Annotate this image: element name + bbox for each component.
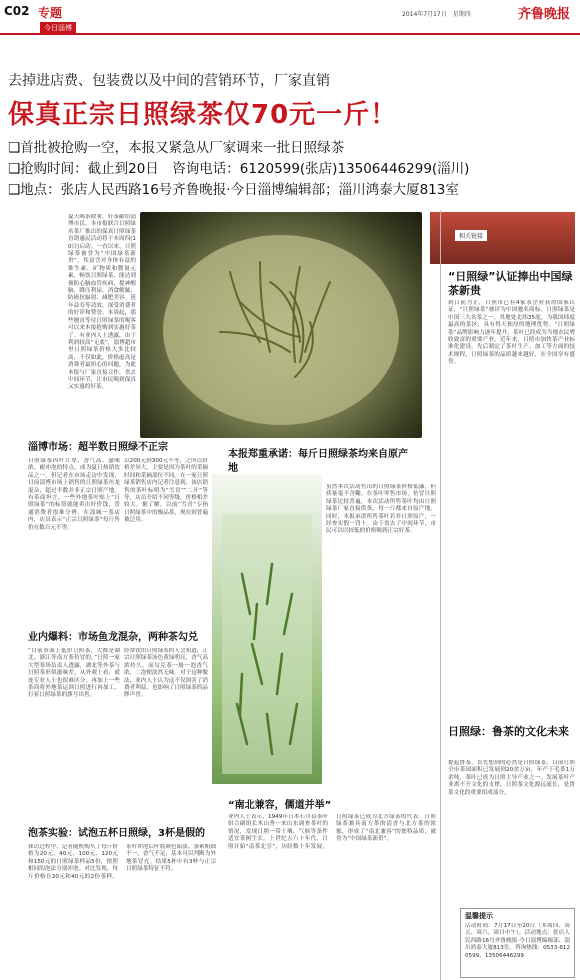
reminder-title: 温馨提示 [465, 912, 493, 920]
kicker: 去掉进店费、包装费以及中间的营销环节，厂家直销 [8, 73, 330, 89]
tea-glass-image [212, 474, 322, 784]
reminder-body: 活动时间：7月17日至20日（本周四、周五、周六、周日中午），活动地点：张店人民西路16号齐鲁晚报·今日淄博编辑部、淄川鸿泰大厦813室。咨询热线：0533-6120599、13506446299 [465, 923, 570, 959]
newspaper-logo: 齐鲁晚报 [518, 7, 571, 22]
section2-body-a: “目前市面上低价日照茶，大都是湖北、浙江等南方茶仿冒的。”日照一家大型茶场负责人透露，湖北等外茶与日照茶形似滋味差，从外观上看，就连专业人士也很难区分。再加上一些茶商将外地茶运到日照进行再加工，打着日照绿茶的旗号出售。 [28, 648, 120, 699]
info-line-3: ❑地点：张店人民西路16号齐鲁晚报·今日淄博编辑部；淄川鸿泰大厦813室 [8, 182, 459, 198]
date-line: 2014年7月17日 星期四 [402, 11, 471, 18]
section3-title: 泡茶实验：试泡五杯日照绿，3杯是假的 [28, 828, 205, 839]
intro-text: 夏天喝茶除暑，好茶献给淄博市民。本市报联合日照绿名茶厂推出的保真日照绿茶直销惠民活动将于本周四(10日)启动。一直以来，日照绿茶被誉为“中国绿茶新贵”，其富含对身体有益的维生素、矿物质和微量元素，畅饮日照绿茶，能达到预防心脑血管疾病，提神醒脑、降压利尿、消食解腻、防癌抗辐射、减肥美容、延年益寿等功效，深受消费者的好评和赞誉。本周起，那些翘首等待日照绿茶的喝客可以来本报抢购到实惠好茶了。有业内人士透露，由于利润较高“无底”，淄博超市里日照绿茶价格大多比较高，不仅如此，价格虚高是消费者最担心的问题，为此本报与厂家直接合作，省去中间环节，让市民喝到保真又实惠的好茶。 [68, 214, 136, 391]
headline: 保真正宗日照绿茶仅70元一斤！ [8, 100, 398, 130]
section1-body-b: 以200元到300元不等，之所以价格差异大，主要是因为茶叶的采摘时间和采摘部位不同。在一家日照绿茶销售店内记者注意到，该店销售的茶叶标明为“雪青”“二开”等等，店员介绍不同等级，价格相差较大。据了解，以前“雪青”专指日照绿茶中的极品茶，现在则普遍被泛用。 [124, 458, 208, 524]
section4-title: 本报郑重承诺：每斤日照绿茶均来自原产地 [228, 449, 408, 474]
section-title: 专题 [38, 6, 63, 20]
section3-body: 探访过程中，记者随机购买了每斤价格为20元、40元、100元、120元和150元的日照绿茶样品5份，按照相同的泡法分别冲泡。对比发现，每斤价格在20元和40元的2份茶样，茶叶冲泡后叶底颜色暗淡、条索粗细不一，香气不足，基本可以判断为外地茶冒充。结果5杯中有3杯与正宗日照绿茶特征不符。 [28, 844, 216, 880]
info-line-1: ❑首批被抢购一空，本报又紧急从厂家调来一批日照绿茶 [8, 140, 345, 156]
section4-body: 虽然本次活动售出的日照绿茶价格低廉，但质量毫不含糊。在茶叶零售市场，仿冒日照绿茶比较普遍，本次活动所售茶叶均由日照绿茶厂家直接供货，每一斤都来自原产地。同时，本报承诺所售茶叶若非日照原产，一经查实假一罚十。由于省去了中间环节，市民可以以较低的价格喝到正宗好茶。 [326, 484, 436, 535]
section5-body: 业内人士表示，1949年日本石川县茶叶组合副组长木山秀一来山东调查茶叶的情况，发现日照一带土壤、气候等条件适宜茶树生长。上世纪五六十年代，日照开始“南茶北引”，历经数十年发展，日照绿茶已成为北方绿茶的代表。日照绿茶兼具南方茶的清香与北方茶的浓郁，形成了“南北兼容”的独特品质，被誉为“中国绿茶新贵”。 [228, 814, 436, 850]
section2-title: 业内爆料：市场鱼龙混杂，两种茶勾兑 [28, 632, 198, 643]
section5-title: “南北兼容，儒道并举” [228, 800, 332, 811]
page-number: C02 [4, 4, 30, 18]
column-divider [440, 210, 441, 980]
page-header [0, 0, 580, 36]
section1-body-a: 日照绿茶因叶片厚、香气高、滋味浓、耐冲泡的特点，成为夏日热销饮品之一。但记者在市场走访中发现，目前淄博市场上销售的日照绿茶鱼龙混杂，超过半数并非正宗日照产地。有茶商坦言，一些外地茶叶贴上“日照绿茶”的标签就能卖出好价钱，普通消费者很难分辨。在淄城一茶店内，店员表示“正宗日照绿茶”每斤售价在数百元不等。 [28, 458, 120, 531]
info-line-2: ❑抢购时间：截止到20日 咨询电话：6120599(张店)13506446299(淄川) [8, 161, 470, 177]
tea-leaves-image [140, 212, 422, 438]
related-link-label: 相关链接 [455, 230, 487, 241]
section1-title: 淄博市场：超半数日照绿不正宗 [28, 442, 168, 453]
tea-glass-photo [212, 474, 322, 784]
section2-body-b: 经常饮用日照绿茶的人会知道，正宗日照绿茶汤色黄绿明亮，香气高浓持久。而勾兑茶一般一泡香气浓，二泡便淡然无味。对于这种做法，业内人士认为这不仅损害了消费者利益，也影响了日照绿茶的品牌声誉。 [124, 648, 208, 699]
right-body-2: 提起鲁茶，首先想到的必然是日照绿茶。目前日照全市茶园面积已发展到20余万亩，年产干毛茶1万余吨，茶叶已成为日照主导产业之一。发展茶叶产业离不开文化的支撑，日照茶文化源远流长，是鲁茶文化的重要组成部分。 [448, 760, 575, 796]
subsection-label: 今日淄博 [40, 22, 76, 34]
related-photo [430, 212, 575, 264]
right-heading-1: “日照绿”认证捧出中国绿茶新贵 [448, 270, 573, 297]
right-heading-2: 日照绿：鲁茶的文化未来 [448, 725, 569, 738]
header-rule [0, 33, 580, 35]
tea-cup-photo [140, 212, 422, 438]
reminder-box [460, 908, 575, 978]
right-body-1: 到目前为止，日照市已有4家茶企业获得国家认证，“日照绿茶”被评为中国驰名商标。日照绿茶是中国三大名茶之一，其地处北纬35度，为我国纬度最高的茶区，具有得天独厚的地理优势。“日照绿茶”品牌影响力逐年提升，茶叶已经成为当地农民增收致富的重要产业。近年来，日照市加快茶产业标准化建设，先后制定了茶叶生产、加工等方面的技术规程，日照绿茶的品质越来越好，在全国享有盛誉。 [448, 300, 575, 366]
